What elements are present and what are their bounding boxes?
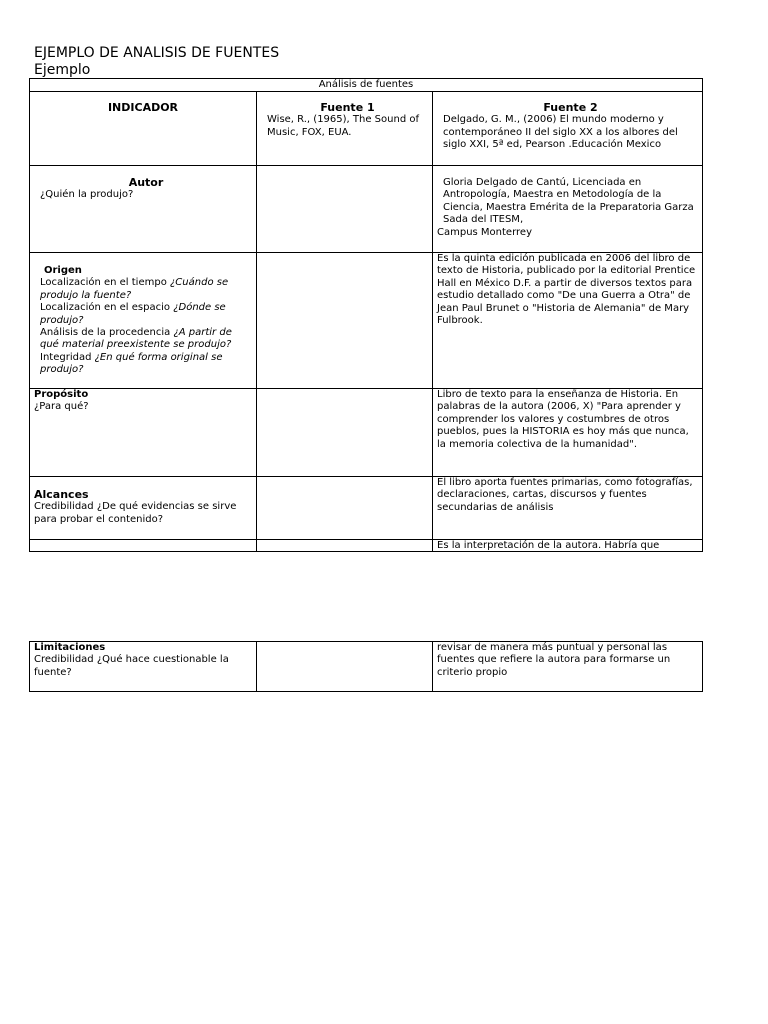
proposito-indicador xyxy=(30,389,257,477)
autor-fuente2-text: Gloria Delgado de Cantú, Licenciada en Antropología, Maestra en Metodología de la Ciencia, Maestra Emérita de la Preparatoria Garza Sada del ITESM, xyxy=(443,177,694,226)
limitaciones-fuente1 xyxy=(257,642,433,692)
origen-fuente2: Es la quinta edición publicada en 2006 del libro de texto de Historia, publicado por la editorial Prentice Hall en México D.F. a partir de diversos textos para estudio detallado como "De una Guerra a Otra" de Jean Paul Brunet o "Historia de Alemania" de Mary Fulbrook. xyxy=(433,253,703,389)
proposito-row xyxy=(30,389,703,477)
document-title: EJEMPLO DE ANALISIS DE FUENTES xyxy=(34,45,280,61)
origen-procedencia-question: ¿A partir de qué material preexistente se produjo? xyxy=(40,327,232,351)
limitaciones-top-fuente1 xyxy=(257,540,433,552)
origen-integridad xyxy=(40,352,242,377)
header-row xyxy=(30,92,703,166)
indicador-header xyxy=(30,92,257,166)
document-subtitle: Ejemplo xyxy=(34,62,91,78)
origen-espacio-label: Localización en el espacio xyxy=(40,302,174,314)
alcances-fuente1 xyxy=(257,477,433,540)
limitaciones-fuente2-part2: revisar de manera más puntual y personal las fuentes que refiere la autora para formarse un criterio propio xyxy=(433,642,703,692)
limitaciones-top-row xyxy=(30,540,703,552)
proposito-question: ¿Para qué? xyxy=(34,401,89,413)
indicador-label: INDICADOR xyxy=(107,101,179,114)
origen-tiempo-question: ¿Cuándo se produjo la fuente? xyxy=(40,277,229,301)
limitaciones-indicador xyxy=(30,642,257,692)
origen-integridad-question: ¿En qué forma original se produjo? xyxy=(40,351,223,376)
alcances-fuente2: El libro aporta fuentes primarias, como fotografías, declaraciones, cartas, discursos y fuentes secundarias de análisis xyxy=(433,477,703,540)
limitaciones-question: Credibilidad ¿Qué hace cuestionable la fuente? xyxy=(34,654,229,678)
proposito-fuente1 xyxy=(257,389,433,477)
limitaciones-top-indicador xyxy=(30,540,257,552)
autor-question: ¿Quién la produjo? xyxy=(40,189,134,201)
autor-fuente2-tail: Campus Monterrey xyxy=(437,226,532,238)
autor-fuente2 xyxy=(433,166,703,253)
origen-tiempo xyxy=(40,277,242,302)
fuente1-label: Fuente 1 xyxy=(320,101,375,114)
alcances-indicador xyxy=(30,477,257,540)
origen-espacio-question: ¿Dónde se produjo? xyxy=(40,302,226,326)
origen-label: Origen xyxy=(44,265,82,276)
origen-procedencia xyxy=(40,327,242,352)
limitaciones-fuente2-part1: Es la interpretación de la autora. Habría que xyxy=(433,540,703,552)
source-analysis-table xyxy=(29,78,703,552)
autor-fuente1 xyxy=(257,166,433,253)
proposito-fuente2: Libro de texto para la enseñanza de Historia. En palabras de la autora (2006, X) "Para aprender y comprender los valores y costumbres de otros pueblos, pues la HISTORIA es hoy más que nunca, la memoria colectiva de la humanidad". xyxy=(433,389,703,477)
origen-fuente1 xyxy=(257,253,433,389)
limitaciones-label: Limitaciones xyxy=(34,642,106,653)
origen-tiempo-label: Localización en el tiempo xyxy=(40,277,170,289)
origen-integridad-label: Integridad xyxy=(40,351,95,363)
autor-label: Autor xyxy=(128,176,164,189)
fuente1-header xyxy=(257,92,433,166)
alcances-label: Alcances xyxy=(34,488,89,501)
fuente2-reference: Delgado, G. M., (2006) El mundo moderno y contemporáneo II del siglo XX a los albores del siglo XXI, 5ª ed, Pearson .Educación Mexico xyxy=(443,114,678,151)
fuente2-label: Fuente 2 xyxy=(543,101,598,114)
origen-row xyxy=(30,253,703,389)
table-caption: Análisis de fuentes xyxy=(30,79,703,92)
alcances-question: Credibilidad ¿De qué evidencias se sirve para probar el contenido? xyxy=(34,501,237,525)
alcances-row xyxy=(30,477,703,540)
limitaciones-row xyxy=(30,642,703,692)
autor-indicador xyxy=(30,166,257,253)
fuente1-reference: Wise, R., (1965), The Sound of Music, FOX, EUA. xyxy=(267,114,419,138)
caption-row xyxy=(30,79,703,92)
origen-indicador xyxy=(30,253,257,389)
fuente2-header xyxy=(433,92,703,166)
origen-procedencia-label: Análisis de la procedencia xyxy=(40,327,174,339)
source-analysis-table-continued xyxy=(29,641,703,692)
autor-row xyxy=(30,166,703,253)
origen-espacio xyxy=(40,302,242,327)
proposito-label: Propósito xyxy=(34,389,89,400)
